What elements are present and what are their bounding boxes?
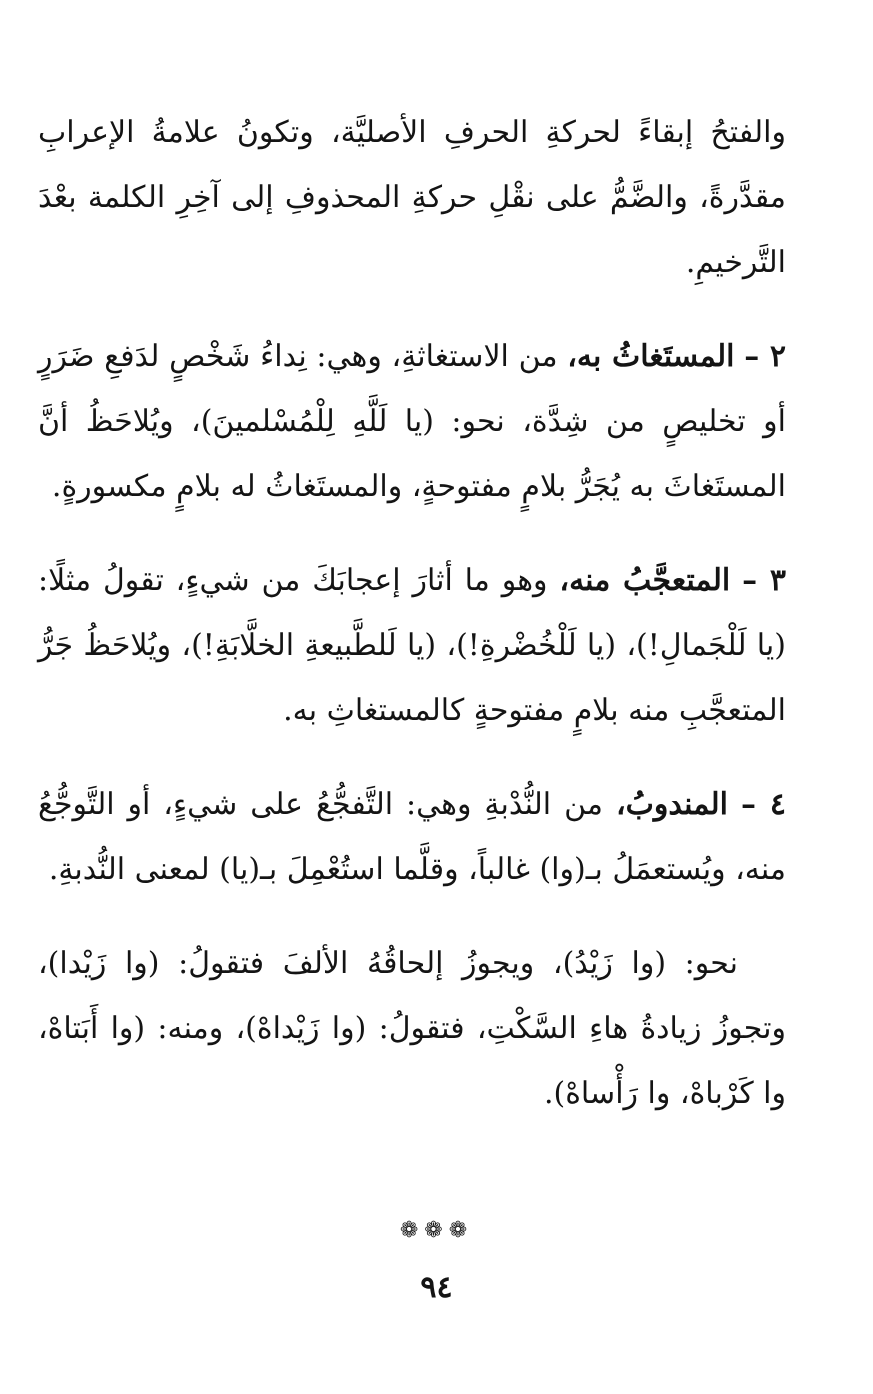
paragraph-fatha-note [38,100,786,295]
item-number: ٣ – [742,563,786,598]
term-heading: المندوبُ، [615,787,729,822]
item-number: ٤ – [741,787,787,822]
paragraph-text: وهو ما أثارَ إعجابَكَ من شيءٍ، تقولُ مثلًا: (يا لَلْجَمالِ!)، (يا لَلْخُضْرةِ!)، (يا لَلطَّبيعةِ الخلَّابَةِ!)، ويُلاحَظُ جَرُّ المتعجَّبِ منه بلامٍ مفتوحةٍ كالمستغاثِ به. [38,563,786,728]
term-heading: المتعجَّبُ منه، [559,563,731,598]
paragraph-text: والفتحُ إبقاءً لحركةِ الحرفِ الأصليَّة، وتكونُ علامةُ الإعرابِ مقدَّرةً، والضَّمُّ على نقْلِ حركةِ المحذوفِ إلى آخِرِ الكلمة بعْدَ التَّرخيمِ. [38,115,786,280]
paragraph-examples [38,931,786,1126]
paragraph-mutaajjab [38,548,786,743]
section-separator: ❁❁❁ [399,1218,474,1243]
page-body [38,100,786,1155]
paragraph-text: نحو: (وا زَيْدُ)، ويجوزُ إلحاقُهُ الألفَ فتقولُ: (وا زَيْدا)، وتجوزُ زيادةُ هاءِ السَّكْتِ، فتقولُ: (وا زَيْداهْ)، ومنه: (وا أَبَتاهْ، وا كَرْباهْ، وا رَأْساهْ). [38,946,786,1111]
term-heading: المستَغاثُ به، [567,339,735,374]
paragraph-text: من النُّدْبةِ وهي: التَّفجُّعُ على شيءٍ، أو التَّوجُّعُ منه، ويُستعمَلُ بـ(وا) غالباً، وقلَّما استُعْمِلَ بـ(يا) لمعنى النُّدبةِ. [38,787,786,887]
page-number: ٩٤ [420,1270,453,1305]
paragraph-text: من الاستغاثةِ، وهي: نِداءُ شَخْصٍ لدَفعِ ضَرَرٍ أو تخليصٍ من شِدَّة، نحو: (يا لَلَّهِ لِلْمُسْلمينَ)، ويُلاحَظُ أنَّ المستَغاثَ به يُجَرُّ بلامٍ مفتوحةٍ، والمستَغاثُ له بلامٍ مكسورةٍ. [38,339,786,504]
item-number: ٢ – [744,339,786,374]
paragraph-mustaghath [38,324,786,519]
paragraph-mandub [38,772,786,902]
